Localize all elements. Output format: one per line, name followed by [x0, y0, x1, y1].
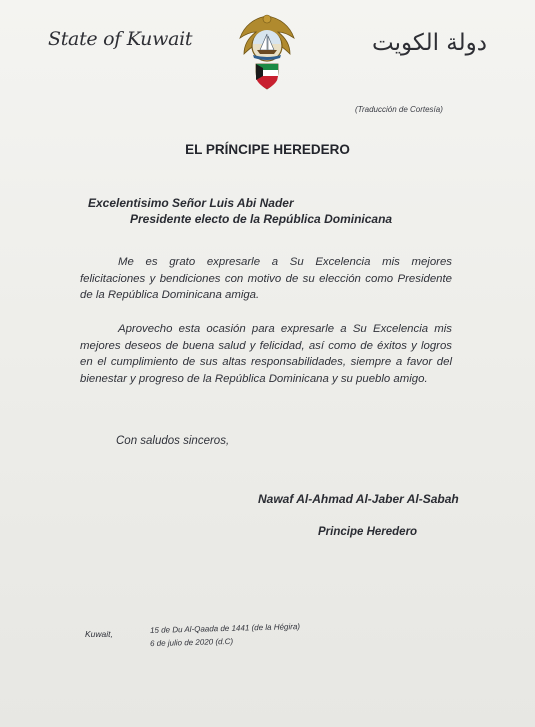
- letterhead-state-of-kuwait: State of Kuwait: [48, 28, 193, 50]
- body-paragraph-1-text: Me es grato expresarle a Su Excelencia mis mejores felicitaciones y bendiciones con motivo de su elección como Presidente de la República Dominicana amiga.: [80, 256, 452, 301]
- courtesy-translation-note: (Traducción de Cortesía): [355, 105, 443, 114]
- signer-name: Nawaf Al-Ahmad Al-Jaber Al-Sabah: [258, 492, 459, 506]
- closing-salutation: Con saludos sinceros,: [116, 435, 230, 447]
- addressee-name: Excelentisimo Señor Luis Abi Nader: [88, 196, 294, 210]
- body-paragraph-1: [80, 254, 452, 304]
- footer-date-hijri: 15 de Du Al-Qaada de 1441 (de la Hégira): [149, 622, 301, 635]
- footer-place: Kuwait,: [85, 629, 113, 639]
- footer-date-gregorian: 6 de julio de 2020 (d.C): [149, 636, 234, 649]
- body-paragraph-2-text: Aprovecho esta ocasión para expresarle a Su Excelencia mis mejores deseos de buena salud y felicidad, así como de éxitos y logros en el cumplimiento de sus altas responsabilidades, siempre a favor del bienestar y progreso de la República Dominicana y su pueblo amigo.: [80, 323, 452, 385]
- addressee-role: Presidente electo de la República Dominicana: [130, 212, 393, 226]
- kuwait-coat-of-arms-icon: [236, 10, 298, 92]
- body-paragraph-2: [80, 321, 452, 387]
- letter-title: EL PRÍNCIPE HEREDERO: [185, 142, 350, 157]
- letterhead-arabic-state-of-kuwait: دولة الكويت: [372, 30, 487, 56]
- signer-title: Principe Heredero: [318, 526, 418, 538]
